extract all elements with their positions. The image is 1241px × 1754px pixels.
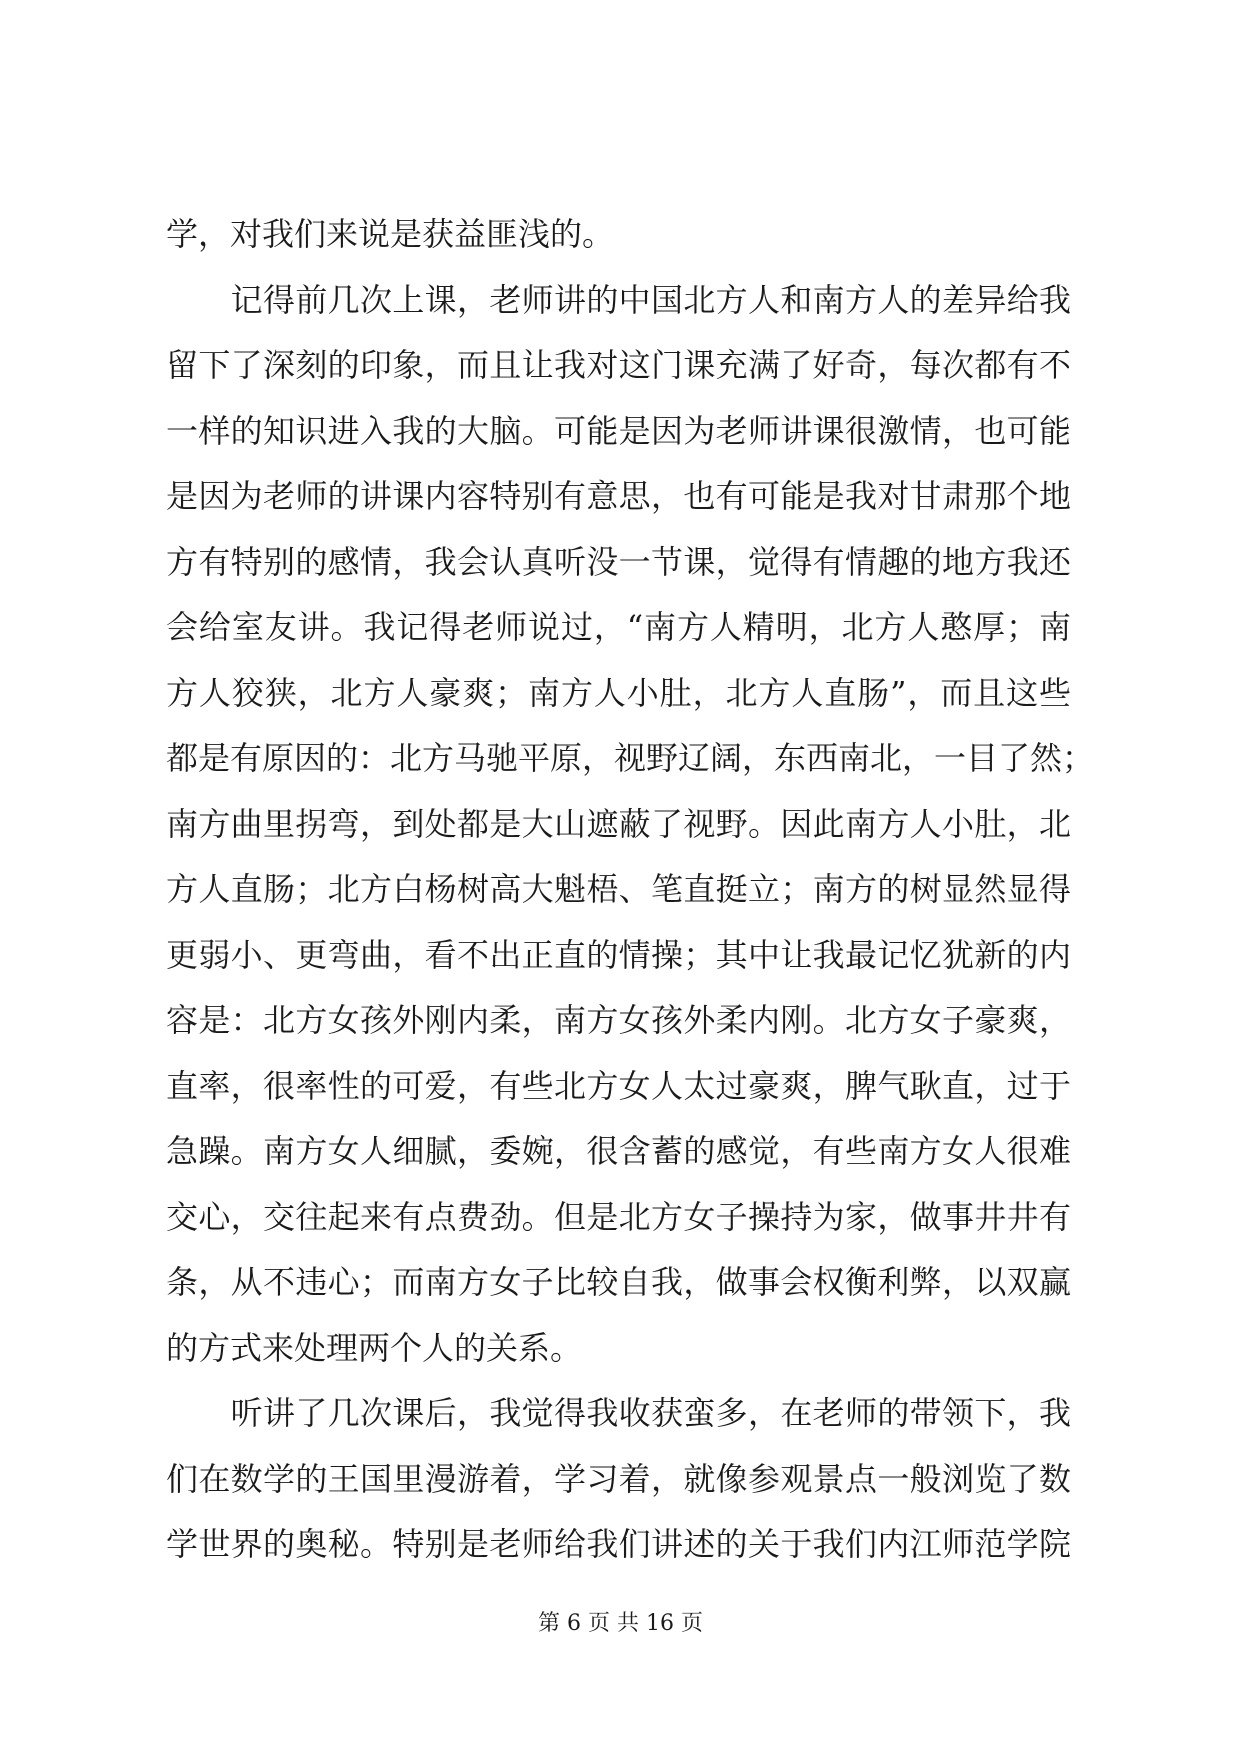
text-line: 学世界的奥秘。特别是老师给我们讲述的关于我们内江师范学院 bbox=[166, 1525, 1071, 1563]
text-line: 急躁。南方女人细腻，委婉，很含蓄的感觉，有些南方女人很难 bbox=[166, 1132, 1071, 1170]
text-line: 更弱小、更弯曲，看不出正直的情操；其中让我最记忆犹新的内 bbox=[166, 935, 1071, 974]
text-line: 容是：北方女孩外刚内柔，南方女孩外柔内刚。北方女子豪爽， bbox=[166, 1001, 1071, 1039]
page-footer: 第 6 页 共 16 页 bbox=[538, 1611, 703, 1636]
text-line: 方人直肠；北方白杨树高大魁梧、笔直挺立；南方的树显然显得 bbox=[166, 870, 1071, 908]
text-line: 的方式来处理两个人的关系。 bbox=[166, 1328, 583, 1367]
text-line: 交心，交往起来有点费劲。但是北方女子操持为家，做事井井有 bbox=[166, 1197, 1071, 1236]
text-line: 一样的知识进入我的大脑。可能是因为老师讲课很激情，也可能 bbox=[166, 411, 1071, 450]
text-line: 都是有原因的：北方马驰平原，视野辽阔，东西南北，一目了然； bbox=[166, 739, 1095, 777]
text-line: 是因为老师的讲课内容特别有意思，也有可能是我对甘肃那个地 bbox=[166, 477, 1071, 515]
text-line: 会给室友讲。我记得老师说过，“南方人精明，北方人憨厚；南 bbox=[166, 608, 1071, 646]
text-line: 条，从不违心；而南方女子比较自我，做事会权衡利弊，以双赢 bbox=[166, 1263, 1071, 1301]
text-line: 们在数学的王国里漫游着，学习着，就像参观景点一般浏览了数 bbox=[166, 1459, 1071, 1498]
text-line: 留下了深刻的印象，而且让我对这门课充满了好奇，每次都有不 bbox=[166, 346, 1071, 384]
body-text bbox=[166, 202, 1095, 1578]
text-line: 南方曲里拐弯，到处都是大山遮蔽了视野。因此南方人小肚，北 bbox=[166, 804, 1071, 843]
text-line: 直率，很率性的可爱，有些北方女人太过豪爽，脾气耿直，过于 bbox=[166, 1066, 1071, 1105]
text-line: 听讲了几次课后，我觉得我收获蛮多，在老师的带领下，我 bbox=[166, 1394, 1071, 1432]
text-line: 学，对我们来说是获益匪浅的。 bbox=[166, 215, 615, 253]
text-line: 记得前几次上课，老师讲的中国北方人和南方人的差异给我 bbox=[166, 280, 1071, 319]
text-line: 方人狡狭，北方人豪爽；南方人小肚，北方人直肠”，而且这些 bbox=[166, 673, 1071, 712]
text-line: 方有特别的感情，我会认真听没一节课，觉得有情趣的地方我还 bbox=[166, 542, 1071, 581]
